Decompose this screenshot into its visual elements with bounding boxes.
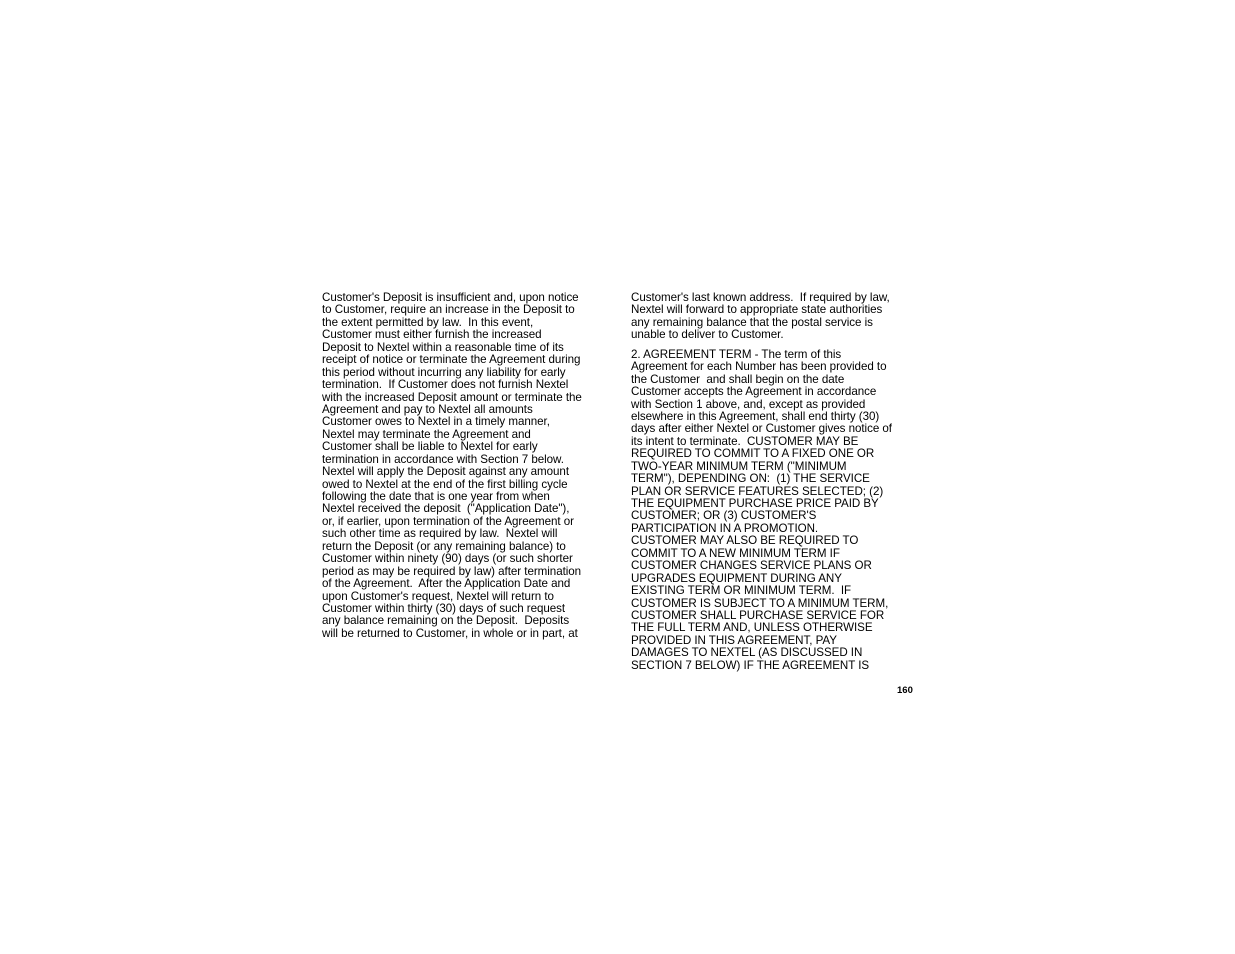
text-line: Nextel will forward to appropriate state authorities [631,303,883,317]
text-line: the Customer and shall begin on the date [631,372,845,386]
text-line: period as may be required by law) after termination [322,564,582,578]
right-text-column [631,292,921,672]
text-line: Agreement and pay to Nextel all amounts [322,402,533,416]
text-line: Nextel may terminate the Agreement and [322,427,531,441]
text-line: CUSTOMER CHANGES SERVICE PLANS OR [631,559,872,573]
text-line: the extent permitted by law. In this event, [322,315,534,329]
text-line: owed to Nextel at the end of the first billing cycle [322,477,568,491]
text-line: days after either Nextel or Customer gives notice of [631,422,892,436]
text-line: Nextel received the deposit ("Application Date"), [322,502,570,516]
text-line: PARTICIPATION IN A PROMOTION. [631,521,819,535]
text-line: Customer's last known address. If required by law, [631,291,890,304]
text-line: or, if earlier, upon termination of the Agreement or [322,514,574,528]
text-line: termination. If Customer does not furnish Nextel [322,378,569,392]
text-line: PLAN OR SERVICE FEATURES SELECTED; (2) [631,484,884,498]
text-line: CUSTOMER IS SUBJECT TO A MINIMUM TERM, [631,596,889,610]
text-line: to Customer, require an increase in the Deposit to [322,303,575,317]
text-line: CUSTOMER SHALL PURCHASE SERVICE FOR [631,608,885,622]
text-line: Customer's Deposit is insufficient and, upon notice [322,291,579,304]
text-line: Agreement for each Number has been provided to [631,360,887,374]
text-line: THE EQUIPMENT PURCHASE PRICE PAID BY [631,497,879,510]
text-line: Deposit to Nextel within a reasonable time of its [322,340,564,354]
text-line: any balance remaining on the Deposit. Deposits [322,614,570,628]
text-line: with Section 1 above, and, except as provided [631,397,866,411]
text-line: CUSTOMER; OR (3) CUSTOMER'S [631,509,817,523]
text-line: elsewhere in this Agreement, shall end thirty (30) [631,409,880,423]
text-line: Customer within ninety (90) days (or such shorter [322,552,573,566]
text-line: its intent to terminate. CUSTOMER MAY BE [631,434,859,448]
text-line: such other time as required by law. Nextel will [322,527,558,541]
text-line: Customer must either furnish the increased [322,328,542,342]
text-line: Nextel will apply the Deposit against any amount [322,465,570,479]
text-line: upon Customer's request, Nextel will return to [322,589,554,603]
text-line: EXISTING TERM OR MINIMUM TERM. IF [631,584,852,598]
text-line: Customer within thirty (30) days of such request [322,601,566,615]
text-line: SECTION 7 BELOW) IF THE AGREEMENT IS [631,658,870,672]
text-line: TWO-YEAR MINIMUM TERM ("MINIMUM [631,459,847,473]
text-line: CUSTOMER MAY ALSO BE REQUIRED TO [631,534,859,548]
text-line: THE FULL TERM AND, UNLESS OTHERWISE [631,621,873,635]
text-line: TERM"), DEPENDING ON: (1) THE SERVICE [631,472,870,486]
text-line: Customer owes to Nextel in a timely manner, [322,415,550,429]
text-line: termination in accordance with Section 7 below. [322,452,564,466]
page-number: 160 [897,685,913,696]
paragraph-agreement-term [631,349,921,672]
text-line: of the Agreement. After the Application Date and [322,577,571,591]
text-line: REQUIRED TO COMMIT TO A FIXED ONE OR [631,447,875,461]
paragraph-address [631,292,921,342]
left-text-column [322,292,612,640]
text-line: UPGRADES EQUIPMENT DURING ANY [631,571,842,585]
text-line: this period without incurring any liability for early [322,365,566,379]
text-line: Customer shall be liable to Nextel for early [322,440,538,454]
text-line: will be returned to Customer, in whole or in part, at [322,626,578,640]
text-line: 2. AGREEMENT TERM - The term of this [631,347,842,361]
text-line: with the increased Deposit amount or terminate the [322,390,582,404]
text-line: following the date that is one year from when [322,490,550,503]
text-line: COMMIT TO A NEW MINIMUM TERM IF [631,546,840,560]
text-line: return the Deposit (or any remaining balance) to [322,539,566,553]
text-line: unable to deliver to Customer. [631,328,784,342]
text-line: DAMAGES TO NEXTEL (AS DISCUSSED IN [631,646,863,660]
text-line: receipt of notice or terminate the Agreement during [322,353,581,367]
text-line: PROVIDED IN THIS AGREEMENT, PAY [631,633,837,647]
text-line: any remaining balance that the postal service is [631,315,873,329]
text-line: Customer accepts the Agreement in accordance [631,385,877,399]
